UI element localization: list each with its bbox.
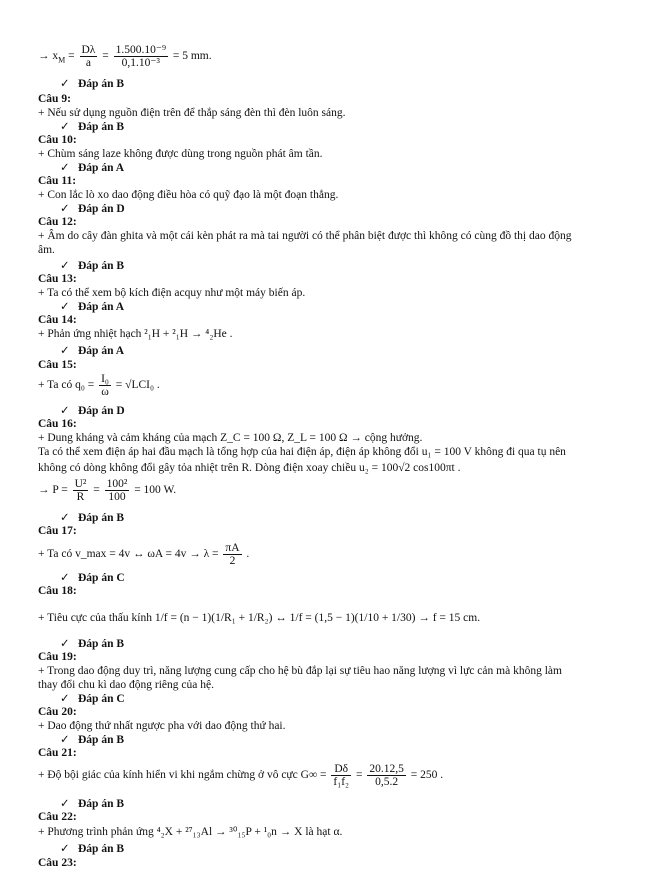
question-label: Câu 19:	[38, 651, 77, 663]
answer-label: Đáp án	[78, 798, 114, 810]
answer-label: Đáp án	[78, 301, 114, 313]
fraction	[114, 44, 168, 69]
fraction	[80, 44, 98, 69]
question-text: âm.	[38, 244, 55, 256]
formula-result: = 250 .	[410, 769, 444, 782]
question-formula: + Độ bội giác của kính hiển vi khi ngắm chừng ở vô cực G∞ = $\frac{D\delta}{\text{f₁f₂}}$ = $\frac{20.12,5}{0,5.2}$ = 250 .	[38, 763, 444, 788]
formula-prefix: + Tiêu cực của thấu kính	[38, 612, 152, 624]
question-label: Câu 14:	[38, 314, 77, 326]
question-formula	[38, 373, 160, 398]
answer-value: C	[116, 572, 125, 584]
formula-prefix: + Độ bội giác của kính hiển vi khi ngắm chừng ở vô cực G∞ =	[38, 769, 327, 782]
answer-label: Đáp án	[78, 405, 114, 417]
question-label: Câu 11:	[38, 175, 77, 187]
check-icon: ✓	[60, 162, 70, 174]
fraction-denominator: ω	[101, 386, 109, 398]
check-icon: ✓	[60, 301, 70, 313]
answer-value: B	[116, 798, 125, 810]
check-icon: ✓	[60, 693, 70, 705]
answer-value: B	[116, 734, 125, 746]
formula-prefix: + Ta có v_max = 4v ↔ ωA = 4v → λ =	[38, 548, 219, 561]
check-icon: ✓	[60, 512, 70, 524]
reaction-formula: ²₁H + ²₁H → ⁴₂He .	[144, 328, 233, 340]
answer-value: A	[115, 162, 125, 174]
check-icon: ✓	[60, 638, 70, 650]
question-text: Ta có thể xem điện áp hai đầu mạch là tổng hợp của hai điện áp, điện áp không đổi u₁ = 100 V không đi qua tụ nên	[38, 446, 566, 458]
fraction-denominator: 0,5.2	[375, 776, 399, 788]
answer-label: Đáp án	[78, 734, 114, 746]
q8-formula: → $x_M$ = $\frac{D\lambda}{a}$ = $\frac{\text{1.500.10⁻⁹}}{\text{0,1.10⁻³}}$ = 5 mm.	[38, 44, 212, 69]
question-label: Câu 17:	[38, 525, 77, 537]
fraction	[99, 373, 111, 398]
fraction-numerator: Dδ	[331, 763, 351, 776]
formula-result: .	[246, 548, 250, 561]
answer-label: Đáp án	[78, 260, 114, 272]
answer-label: Đáp án	[78, 121, 114, 133]
answer-value: A	[115, 301, 125, 313]
answer-line	[60, 693, 125, 706]
answer-value: A	[115, 345, 125, 357]
question-text: + Con lắc lò xo dao động điều hòa có quỹ đạo là một đoạn thẳng.	[38, 189, 339, 201]
answer-value: C	[116, 693, 125, 705]
answer-label: Đáp án	[78, 162, 114, 174]
fraction-numerator: πA	[225, 542, 240, 554]
answer-label: Đáp án	[78, 512, 114, 524]
question-label: Câu 16:	[38, 418, 77, 430]
answer-line	[60, 638, 124, 651]
check-icon: ✓	[60, 734, 70, 746]
formula-prefix: + Ta có q₀ =	[38, 379, 95, 392]
answer-value: B	[116, 512, 125, 524]
check-icon: ✓	[60, 405, 70, 417]
question-label: Câu 12:	[38, 216, 77, 228]
check-icon: ✓	[60, 798, 70, 810]
question-label: Câu 13:	[38, 273, 77, 285]
question-label: Câu 23:	[38, 857, 77, 869]
fraction	[73, 478, 89, 503]
question-text: + Âm do cây đàn ghita và một cái kèn phát ra mà tai người có thể phân biệt được thì không có cùng đồ thị dao động	[38, 230, 572, 242]
answer-label: Đáp án	[78, 203, 114, 215]
question-text: + Ta có thể xem bộ kích điện acquy như một máy biến áp.	[38, 287, 306, 299]
fraction-numerator: 20.12,5	[369, 763, 404, 775]
answer-line	[60, 345, 124, 358]
fraction	[331, 763, 351, 788]
answer-line	[60, 512, 124, 525]
question-label: Câu 10:	[38, 134, 77, 146]
fraction-denominator: R	[76, 491, 85, 503]
question-label: Câu 18:	[38, 585, 77, 597]
question-label: Câu 9:	[38, 93, 71, 105]
answer-line	[60, 572, 125, 585]
question-text: thay đổi chu kì dao động riêng của hệ.	[38, 679, 214, 691]
fraction-denominator: 100	[108, 491, 126, 503]
answer-value: B	[116, 121, 125, 133]
question-formula: → P = $\frac{\text{U²}}{R}$ = $\frac{\text{100²}}{100}$ = 100 W.	[38, 478, 177, 503]
fraction	[223, 542, 241, 567]
formula-result: = 5 mm.	[172, 50, 212, 63]
formula-result: = √LCI₀ .	[115, 379, 160, 392]
check-icon: ✓	[60, 843, 70, 855]
check-icon: ✓	[60, 121, 70, 133]
check-icon: ✓	[60, 78, 70, 90]
check-icon: ✓	[60, 203, 70, 215]
question-text: + Trong dao động duy trì, năng lượng cung cấp cho hệ bù đắp lại sự tiêu hao năng lượng vì lực cản mà không làm	[38, 665, 562, 677]
question-label: Câu 22:	[38, 811, 77, 823]
question-label: Câu 21:	[38, 747, 77, 759]
fraction-denominator: 0,1.10⁻³	[121, 57, 160, 69]
answer-line	[60, 260, 124, 273]
answer-value: B	[116, 260, 125, 272]
fraction	[105, 478, 130, 503]
answer-line	[60, 121, 124, 134]
fraction-numerator: U²	[74, 478, 87, 490]
formula-result: = 100 W.	[134, 484, 177, 497]
fraction-numerator: I₀	[101, 373, 109, 385]
answer-line	[60, 405, 125, 418]
check-icon: ✓	[60, 260, 70, 272]
lens-formula: 1/f = (n − 1)(1/R₁ + 1/R₂) ↔ 1/f = (1,5 − 1)(1/10 + 1/30) → f = 15 cm.	[154, 612, 481, 624]
answer-label: Đáp án	[78, 345, 114, 357]
answer-label: Đáp án	[78, 693, 114, 705]
answer-value: D	[116, 405, 125, 417]
question-text: + Chùm sáng laze không được dùng trong nguồn phát âm tần.	[38, 148, 323, 160]
answer-label: Đáp án	[78, 638, 114, 650]
formula-prefix: → x	[38, 50, 59, 63]
question-text: + Nếu sử dụng nguồn điện trên để thắp sáng đèn thì đèn luôn sáng.	[38, 107, 346, 119]
question-formula	[38, 542, 249, 567]
question-formula	[38, 612, 480, 625]
fraction-numerator: 100²	[106, 478, 128, 490]
check-icon: ✓	[60, 345, 70, 357]
answer-line	[60, 798, 124, 811]
fraction-denominator: a	[85, 57, 91, 69]
question-text	[38, 826, 342, 839]
answer-label: Đáp án	[78, 843, 114, 855]
answer-value: D	[116, 203, 125, 215]
question-text	[38, 328, 232, 341]
question-text-part: + Phương trình phản ứng	[38, 826, 154, 838]
fraction-denominator: f₁f₂	[333, 776, 350, 788]
reaction-formula: ⁴₂X + ²⁷₁₃Al → ³⁰₁₅P + ¹₀n → X là hạt α.	[156, 826, 343, 838]
answer-label: Đáp án	[78, 572, 114, 584]
fraction-numerator: Dλ	[81, 44, 96, 56]
answer-line	[60, 162, 124, 175]
question-text: không có dòng không đổi gây tỏa nhiệt trên R. Dòng điện xoay chiều u₂ = 100√2 cos100πt .	[38, 462, 461, 474]
formula-sub: M	[58, 55, 66, 65]
question-text-part: + Phản ứng nhiệt hạch	[38, 328, 142, 340]
answer-value: B	[116, 78, 125, 90]
answer-label: Đáp án	[78, 78, 114, 90]
fraction-denominator: 2	[229, 555, 236, 567]
check-icon: ✓	[60, 572, 70, 584]
answer-line	[60, 843, 124, 856]
fraction-numerator: 1.500.10⁻⁹	[115, 44, 166, 56]
question-label: Câu 15:	[38, 359, 77, 371]
answer-value: B	[116, 843, 125, 855]
answer-line	[60, 203, 125, 216]
fraction	[367, 763, 406, 788]
question-label: Câu 20:	[38, 706, 77, 718]
answer-line	[60, 78, 124, 91]
question-text: + Dao động thứ nhất ngược pha với dao động thứ hai.	[38, 720, 286, 732]
question-text: + Dung kháng và cảm kháng của mạch Z_C = 100 Ω, Z_L = 100 Ω → cộng hưởng.	[38, 432, 423, 444]
formula-prefix: → P =	[38, 484, 68, 497]
answer-line	[60, 734, 124, 747]
answer-value: B	[116, 638, 125, 650]
answer-line	[60, 301, 124, 314]
